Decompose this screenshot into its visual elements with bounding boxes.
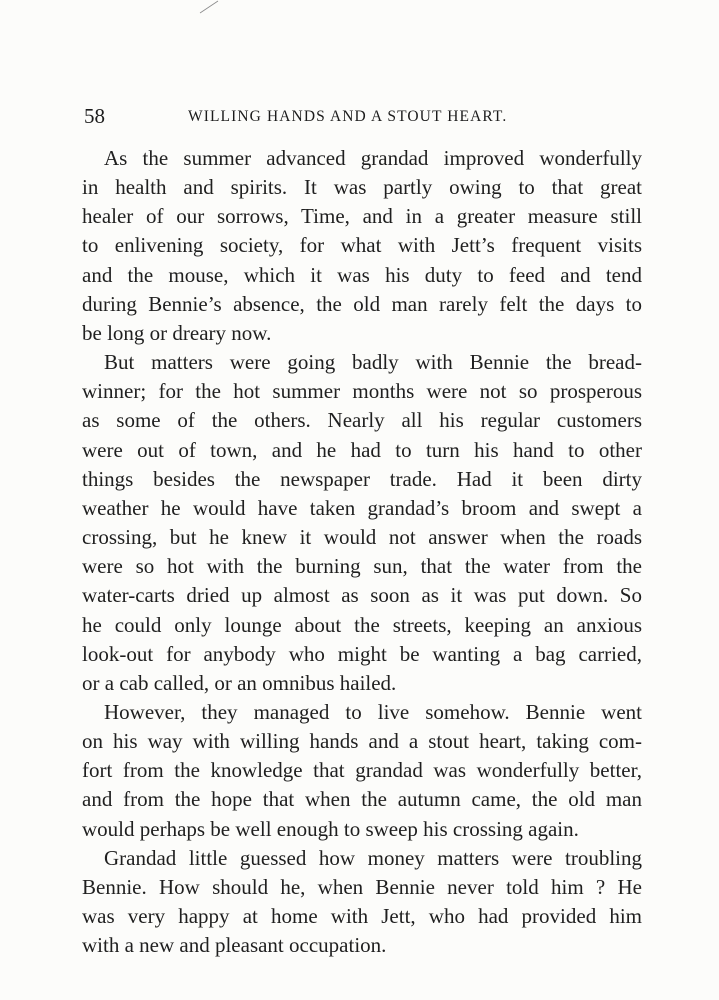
text-line: with a new and pleasant occupation.	[82, 933, 387, 958]
text-line: on his way with willing hands and a stout heart, taking com-	[82, 729, 642, 754]
paragraph	[82, 144, 642, 348]
text-line: weather he would have taken grandad’s broom and swept a	[82, 495, 642, 520]
running-title: WILLING HANDS AND A STOUT HEART.	[188, 108, 508, 125]
text-line: As the summer advanced grandad improved wonderfully	[104, 146, 642, 170]
text-line: in health and spirits. It was partly owing to that great	[82, 175, 642, 200]
text-line: and the mouse, which it was his duty to feed and tend	[82, 262, 642, 287]
text-line: healer of our sorrows, Time, and in a greater measure still	[82, 204, 642, 229]
text-line: was very happy at home with Jett, who had provided him	[82, 904, 642, 929]
text-line: However, they managed to live somehow. Bennie went	[104, 699, 642, 724]
scan-mark-icon	[199, 0, 219, 14]
paragraph	[82, 348, 642, 698]
text-line: winner; for the hot summer months were not so prosperous	[82, 379, 642, 404]
text-line: to enlivening society, for what with Jett’s frequent visits	[82, 233, 642, 258]
paragraph	[82, 844, 642, 961]
paragraph	[82, 698, 642, 844]
text-line: things besides the newspaper trade. Had it been dirty	[82, 466, 642, 491]
text-line: But matters were going badly with Bennie the bread-	[104, 350, 642, 375]
page-number: 58	[84, 104, 105, 128]
text-line: were out of town, and he had to turn his hand to other	[82, 437, 642, 462]
text-line: fort from the knowledge that grandad was wonderfully better,	[82, 758, 642, 783]
text-line: he could only lounge about the streets, keeping an anxious	[82, 612, 642, 637]
text-line: look-out for anybody who might be wanting a bag carried,	[82, 641, 642, 666]
text-line: or a cab called, or an omnibus hailed.	[82, 670, 397, 695]
text-line: be long or dreary now.	[82, 320, 272, 345]
running-head	[84, 102, 644, 132]
text-line: and from the hope that when the autumn came, the old man	[82, 787, 642, 812]
text-line: crossing, but he knew it would not answer when the roads	[82, 525, 642, 550]
text-line: would perhaps be well enough to sweep his crossing again.	[82, 816, 579, 841]
text-line: water-carts dried up almost as soon as it was put down. So	[82, 583, 642, 608]
text-line: Bennie. How should he, when Bennie never told him ? He	[82, 874, 642, 899]
text-line: were so hot with the burning sun, that the water from the	[82, 554, 642, 579]
body-text	[82, 144, 642, 960]
text-line: as some of the others. Nearly all his regular customers	[82, 408, 642, 433]
text-line: Grandad little guessed how money matters were troubling	[104, 845, 642, 870]
text-line: during Bennie’s absence, the old man rarely felt the days to	[82, 291, 642, 316]
